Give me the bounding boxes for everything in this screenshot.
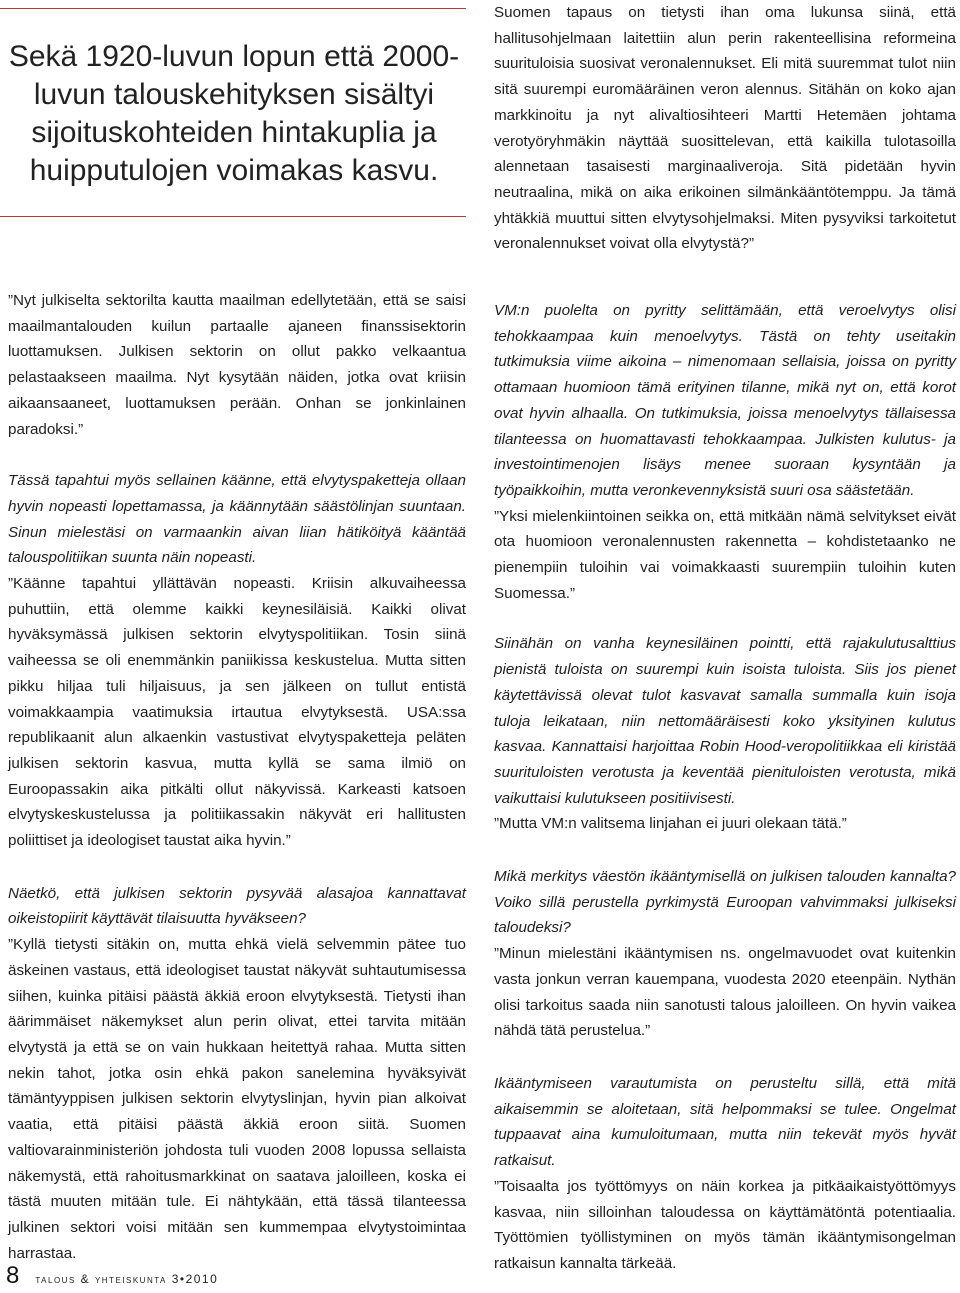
page-number: 8 xyxy=(6,1262,20,1289)
answer-paragraph: ”Yksi mielenkiintoinen seikka on, että mitkään nämä selvitykset eivät ota huomioon veronalennusten rakennetta – kohdistetaanko ne pienempiin tuloihin vai voimakkaasti suurempiin tuloihin kuten Suomessa.” xyxy=(494,507,956,602)
interview-question: Mikä merkitys väestön ikääntymisellä on julkisen talouden kannalta? Voiko sillä perustella pyrkimystä Euroopan vahvimmaksi julkiseksi taloudeksi? xyxy=(494,868,956,937)
answer-paragraph: ”Minun mielestäni ikääntymisen ns. ongelmavuodet ovat kuitenkin vasta jonkun verran kauempana, vuodesta 2020 eteenpäin. Nythän olisi tarkoitus saada niin sanotusti talous jaloilleen. On hyvin vaikea nähdä tätä perustelua.” xyxy=(494,945,956,1040)
answer-paragraph: ”Mutta VM:n valitsema linjahan ei juuri olekaan tätä.” xyxy=(494,815,847,833)
interview-question: Siinähän on vanha keynesiläinen pointti, että rajakulutusalttius pienistä tuloista on suurempi kuin isoista tuloista. Siis jos pienet käytettävissä olevat tulot kasvavat samalla summalla kuin isoja tuloja leikataan, niin nettomääräisesti koko yksityinen kulutus kasvaa. Kannattaisi harjoittaa Robin Hood-veropolitiikkaa eli kiristää suurituloisten verotusta ja keventää pienituloisten verotusta, mikä vaikuttaisi kulutukseen positiivisesti. xyxy=(494,635,956,807)
page-footer xyxy=(6,1262,218,1292)
magazine-name: talous & yhteiskunta 3•2010 xyxy=(35,1272,219,1286)
answer-paragraph: ”Kyllä tietysti sitäkin on, mutta ehkä vielä selvemmin pätee tuo äskeinen vastaus, että ideologiset taustat näkyvät suhtautumisessa siihen, kuinka pitäisi päästä äkkiä eroon elvytyksestä. Tietysti ihan äärimmäiset näkemykset alun perin olivat, ettei tarvita mitään elvytystä ja että se on vain hukkaan heitettyä rahaa. Mutta sitten nekin tahot, jotka osin ehkä pakon sanelemina hyväksyivät tämäntyyppisen julkisen sektorin elvytyslinjan, hyvin pian alkoivat vaatia, että pitäisi päästä äkkiä eroon siitä. Suomen valtiovarainministeriön johdosta tuli vuoden 2008 lopussa sellaista näkemystä, että rahoitusmarkkinat on saatava jaloilleen, koska ei tästä muuten mitään tule. Ei nähtykään, että tässä tilanteessa julkinen sektori voisi mitään sen kummempaa elvytystoimintaa harrastaa. xyxy=(8,936,466,1262)
pullquote-bottom-rule xyxy=(0,216,466,217)
left-column xyxy=(8,288,466,1266)
answer-paragraph: ”Käänne tapahtui yllättävän nopeasti. Kriisin alkuvaiheessa puhuttiin, että olemme kaikki keynesiläisiä. Kaikki olivat hyväksymässä julkisen sektorin elvytyspolitiikan. Tosin siinä vaiheessa se oli enemmänkin paniikissa keskustelua. Mutta sitten pikku hiljaa tuli hiljaisuus, ja sen jälkeen on tullut entistä voimakkaampia vaatimuksia irtautua elvytyksestä. USA:ssa republikaanit alun alkaenkin vastustivat elvytyspaketteja peläten julkisen sektorin kasvua, mutta kyllä se sama ilmiö on Euroopassakin aika pitkälti ollut näkyvissä. Karkeasti katsoen elvytyskeskustelussa ja politiikassakin näkyvät eri hallitusten poliittiset ja ideologiset taustat aika hyvin.” xyxy=(8,575,466,850)
answer-paragraph: Suomen tapaus on tietysti ihan oma lukunsa siinä, että hallitusohjelmaan laitettiin alun perin rakenteellisina reformeina suurituloisia suosivat veronalennukset. Eli mitä suuremmat tulot niin sitä suurempi euromääräinen veron alennus. Sitähän on koko ajan markkinoitu ja nyt alivaltiosihteeri Martti Hetemäen johtama verotyöryhmäkin näyttää suosittelevan, että kaikilla tulotasoilla alennetaan tasaisesti marginaaliveroja. Sitä pidetään hyvin neutraalina, mikä on aika erikoinen silmänkääntötemppu. Ja tämä yhtäkkiä muuttui sitten elvytysohjelmaksi. Miten pysyviksi tarkoitetut veronalennukset voivat olla elvytystä?” xyxy=(494,4,956,253)
interview-question: VM:n puolelta on pyritty selittämään, että veroelvytys olisi tehokkaampaa kuin menoelvytys. Tästä on tehty useitakin tutkimuksia viime aikoina – nimenomaan sellaisia, joissa on pyritty ottamaan huomioon tämä erityinen tilanne, mikä nyt on, että korot ovat hyvin alhaalla. On tutkimuksia, joissa menoelvytys tällaisessa tilanteessa on huomattavasti tehokkaampaa. Julkisten kulutus- ja investointimenojen lisäys menee suoraan kysyntään ja työpaikkoihin, mutta veronkevennyksistä suuri osa säästetään. xyxy=(494,302,956,499)
top-right-column xyxy=(494,0,956,257)
interview-question: Näetkö, että julkisen sektorin pysyvää alasajoa kannattavat oikeistopiirit käyttävät tilaisuutta hyväkseen? xyxy=(8,884,466,928)
interview-question: Ikääntymiseen varautumista on perusteltu sillä, että mitä aikaisemmin se aloitetaan, sitä helpommaksi se tulee. Ongelmat tuppaavat aina kumuloitumaan, mutta niin tekevät myös hyvät ratkaisut. xyxy=(494,1074,956,1170)
answer-paragraph: ”Toisaalta jos työttömyys on näin korkea ja pitkäaikaistyöttömyys kasvaa, niin silloinhan taloudessa on käyttämätöntä potentiaalia. Työttömien työllistyminen on myös tämän ikääntymisongelman ratkaisun kannalta tärkeää. xyxy=(494,1177,956,1272)
pullquote: Sekä 1920-luvun lopun että 2000-luvun talouskehityksen sisältyi sijoituskohteiden hintakuplia ja huipputulojen voimakas kasvu. xyxy=(8,40,460,187)
right-column xyxy=(494,298,956,1277)
pullquote-top-rule xyxy=(0,8,466,9)
answer-paragraph: ”Nyt julkiselta sektorilta kautta maailman edellytetään, että se saisi maailmantalouden kuilun partaalle ajaneen finanssisektorin luottamuksen. Julkisen sektorin on ollut pakko velkaantua pelastaakseen maailma. Nyt kysytään näiden, jotka ovat kriisin aikaansaaneet, luottamuksen perään. Onhan se jonkinlainen paradoksi.” xyxy=(8,292,466,438)
interview-question: Tässä tapahtui myös sellainen käänne, että elvytyspaketteja ollaan hyvin nopeasti lopettamassa, ja käännytään säästölinjan suuntaan. Sinun mielestäsi on varmaankin aivan liian hätiköityä kääntää talouspolitiikan suunta näin nopeasti. xyxy=(8,472,466,567)
